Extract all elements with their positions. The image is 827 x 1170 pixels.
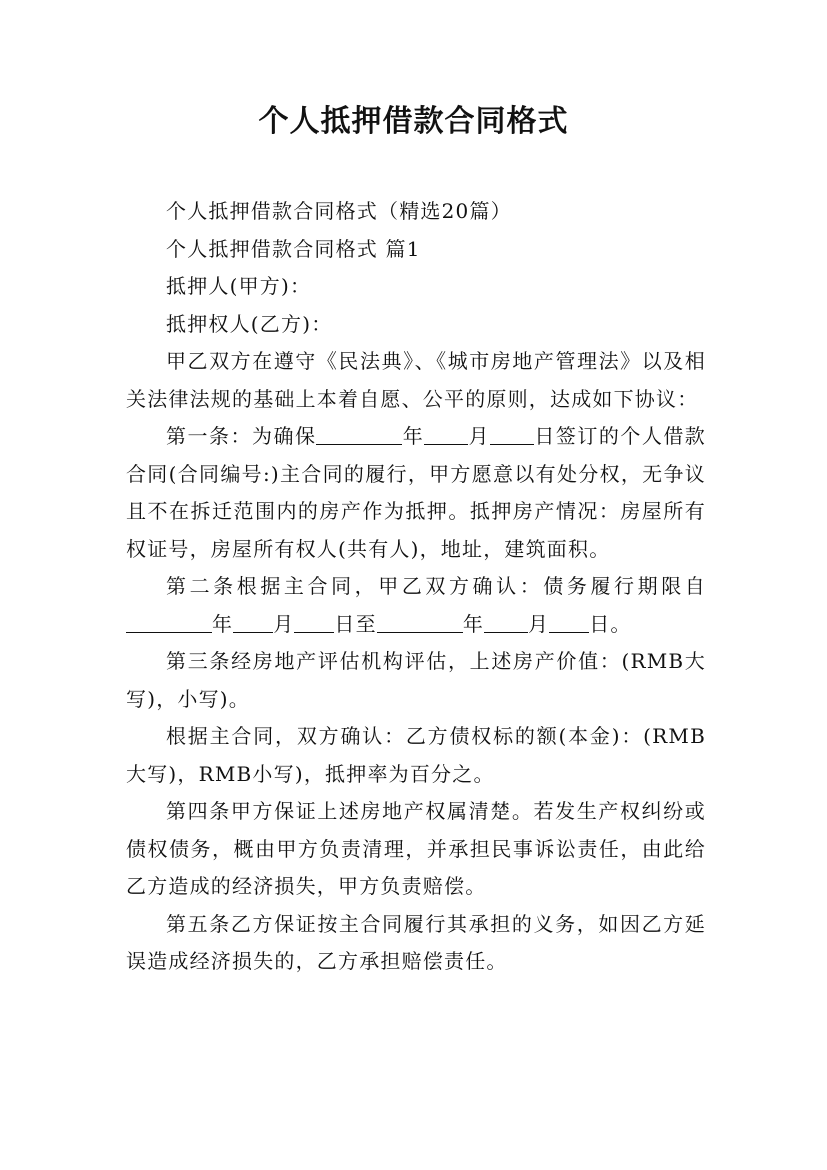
article-2-text-e: 年: [462, 611, 485, 636]
paragraph-mortgagor: 抵押人(甲方)：: [166, 274, 312, 298]
article-2-text-a: 第二条根据主合同，甲乙双方确认：债务履行期限自: [166, 574, 706, 598]
paragraph-article-4: 第四条甲方保证上述房地产权属清楚。若发生产权纠纷或债权债务，概由甲方负责清理，并承担民事诉讼责任，由此给乙方造成的经济损失，甲方负责赔偿。: [126, 799, 706, 898]
article-2-text-g: 日。: [589, 611, 632, 636]
blank-line-start-year: [126, 608, 212, 633]
blank-line-day: [490, 420, 534, 445]
paragraph-preamble: 甲乙双方在遵守《民法典》、《城市房地产管理法》以及相关法律法规的基础上本着自愿、公平的原则，达成如下协议：: [126, 349, 706, 411]
article-1-text-c: 月: [468, 424, 491, 448]
article-2-text-c: 月: [273, 611, 295, 636]
paragraph-principal: 根据主合同，双方确认：乙方债权标的额(本金)：(RMB大写)，RMB小写)，抵押率为百分之。: [126, 724, 706, 786]
article-1-text-b: 年: [402, 424, 425, 448]
paragraph-subtitle: 个人抵押借款合同格式（精选20篇）: [166, 199, 512, 223]
article-1-text-d: 日签订的个人借款合同(合同编号:)主合同的履行，甲方愿意以有处分权，无争议且不在拆迁范围内的房产作为抵押。抵押房产情况：房屋所有权证号，房屋所有权人(共有人)，地址，建筑面积。: [126, 424, 707, 561]
blank-line-year: [316, 420, 402, 445]
paragraph-section-heading: 个人抵押借款合同格式 篇1: [166, 236, 421, 261]
paragraph-article-1: [126, 418, 706, 568]
blank-line-start-day: [294, 608, 334, 633]
blank-line-end-month: [484, 608, 528, 633]
paragraph-mortgagee: 抵押权人(乙方)：: [166, 311, 333, 336]
blank-line-end-day: [549, 608, 589, 633]
document-title: 个人抵押借款合同格式: [258, 104, 569, 139]
paragraph-article-5: 第五条乙方保证按主合同履行其承担的义务，如因乙方延误造成经济损失的，乙方承担赔偿责任。: [126, 911, 706, 973]
paragraph-article-3: 第三条经房地产评估机构评估，上述房产价值：(RMB大写)，小写)。: [126, 649, 706, 711]
blank-line-month: [424, 420, 468, 445]
document-body: [126, 193, 706, 981]
article-2-text-f: 月: [528, 611, 550, 636]
blank-line-end-year: [377, 608, 463, 633]
article-1-text-a: 第一条：为确保: [166, 424, 317, 448]
article-2-text-b: 年: [212, 611, 234, 636]
paragraph-article-2: [126, 568, 706, 643]
article-2-text-d: 日至: [334, 611, 377, 636]
blank-line-start-month: [233, 608, 273, 633]
